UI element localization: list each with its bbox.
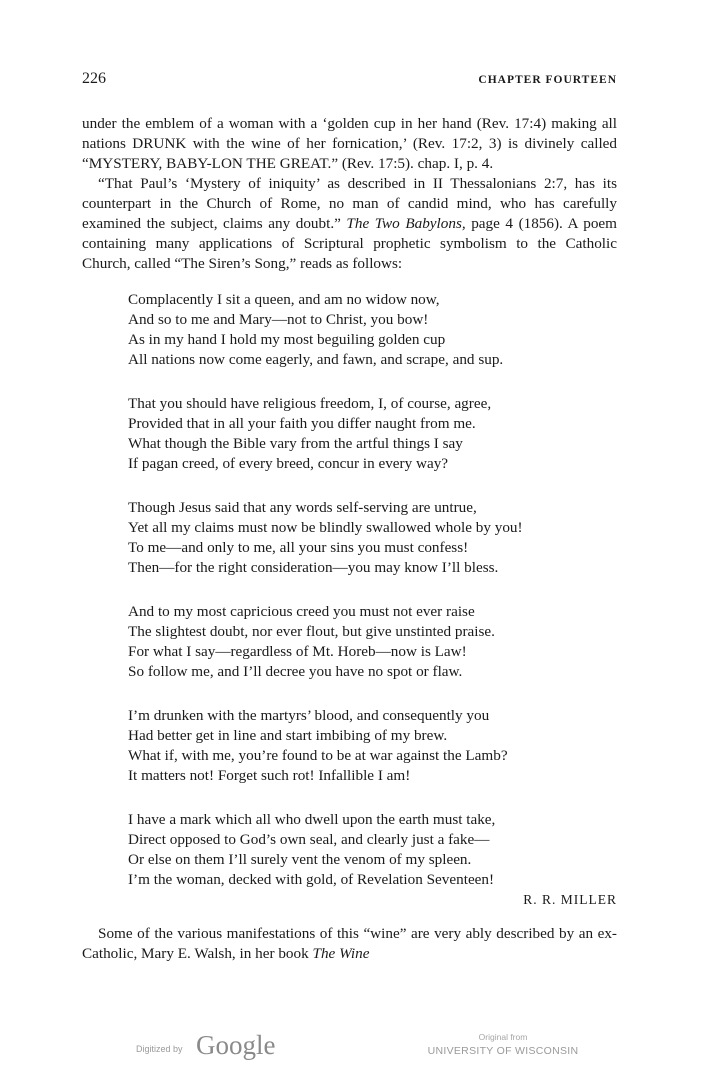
running-head	[82, 70, 617, 100]
poem-stanza	[128, 290, 617, 370]
poem-line: All nations now come eagerly, and fawn, and scrape, and sup.	[128, 351, 504, 368]
scan-footer	[0, 1030, 711, 1070]
poem-line: The slightest doubt, nor ever flout, but give unstinted praise.	[128, 623, 495, 640]
google-logo: Google	[196, 1030, 276, 1060]
body-text	[82, 114, 617, 274]
poem-line: Then—for the right consideration—you may know I’ll bless.	[128, 559, 499, 576]
book-title-the-wine: The Wine	[312, 945, 370, 962]
paragraph-text: “That Paul’s ‘Mystery of iniquity’ as described in II Thessalonians 2:7, has its counterpart in the Church of Rome, no man of candid mind, who has carefully examined the subject, claims any doubt.”	[82, 175, 617, 232]
poem-line: I’m drunken with the martyrs’ blood, and consequently you	[128, 707, 490, 724]
poem-line: What though the Bible vary from the artful things I say	[128, 435, 463, 452]
poem-line: I have a mark which all who dwell upon the earth must take,	[128, 811, 496, 828]
poem-line: That you should have religious freedom, I, of course, agree,	[128, 395, 492, 412]
book-title-two-babylons: The Two Babylons,	[346, 215, 466, 232]
poem-line: It matters not! Forget such rot! Infallible I am!	[128, 767, 411, 784]
poem-line: To me—and only to me, all your sins you must confess!	[128, 539, 469, 556]
poem-stanza	[128, 706, 617, 786]
poem-line: I’m the woman, decked with gold, of Revelation Seventeen!	[128, 871, 495, 888]
paragraph-text: Some of the various manifestations of this “wine” are very ably described by an ex-Catholic, Mary E. Walsh, in her book	[82, 925, 617, 962]
paragraph-continuation: under the emblem of a woman with a ‘golden cup in her hand (Rev. 17:4) making all nations DRUNK with the wine of her fornication,’ (Rev. 17:2, 3) is divinely called “MYSTERY, BABY-LON THE GREAT.” (Rev. 17:5). chap. I, p. 4.	[82, 115, 617, 172]
university-label: UNIVERSITY OF WISCONSIN	[427, 1045, 579, 1057]
poem-line: Had better get in line and start imbibing of my brew.	[128, 727, 448, 744]
chapter-title: CHAPTER FOURTEEN	[478, 74, 617, 86]
poem-line: And to my most capricious creed you must not ever raise	[128, 603, 475, 620]
poem-stanza	[128, 602, 617, 682]
page-number: 226	[82, 70, 106, 87]
poem-stanza	[128, 394, 617, 474]
poem-line: Yet all my claims must now be blindly swallowed whole by you!	[128, 519, 523, 536]
paragraph-paul-mystery	[82, 174, 617, 274]
poem-line: Though Jesus said that any words self-serving are untrue,	[128, 499, 477, 516]
poem-line: What if, with me, you’re found to be at war against the Lamb?	[128, 747, 508, 764]
poem-line: Direct opposed to God’s own seal, and clearly just a fake—	[128, 831, 490, 848]
poem-line: So follow me, and I’ll decree you have no spot or flaw.	[128, 663, 463, 680]
paragraph-wine	[82, 924, 617, 964]
original-from-label: Original from	[478, 1032, 528, 1042]
poem-signature: R. R. MILLER	[523, 892, 617, 907]
poem-line: Complacently I sit a queen, and am no widow now,	[128, 291, 440, 308]
book-page	[82, 70, 617, 964]
poem-stanza	[128, 810, 617, 890]
poem-line: And so to me and Mary—not to Christ, you bow!	[128, 311, 429, 328]
poem-sirens-song	[128, 290, 617, 890]
paragraph-text: page 4 (1856). A poem containing many applications of Scriptural prophetic symbolism to the Catholic Church, called “The Siren’s Song,” reads as follows:	[82, 215, 617, 272]
poem-line: Provided that in all your faith you differ naught from me.	[128, 415, 476, 432]
poem-stanza	[128, 498, 617, 578]
digitized-by-label: Digitized by	[136, 1044, 183, 1054]
poem-line: Or else on them I’ll surely vent the venom of my spleen.	[128, 851, 472, 868]
closing-text	[82, 924, 617, 964]
poem-line: For what I say—regardless of Mt. Horeb—now is Law!	[128, 643, 467, 660]
poem-line: As in my hand I hold my most beguiling golden cup	[128, 331, 446, 348]
poem-line: If pagan creed, of every breed, concur in every way?	[128, 455, 449, 472]
